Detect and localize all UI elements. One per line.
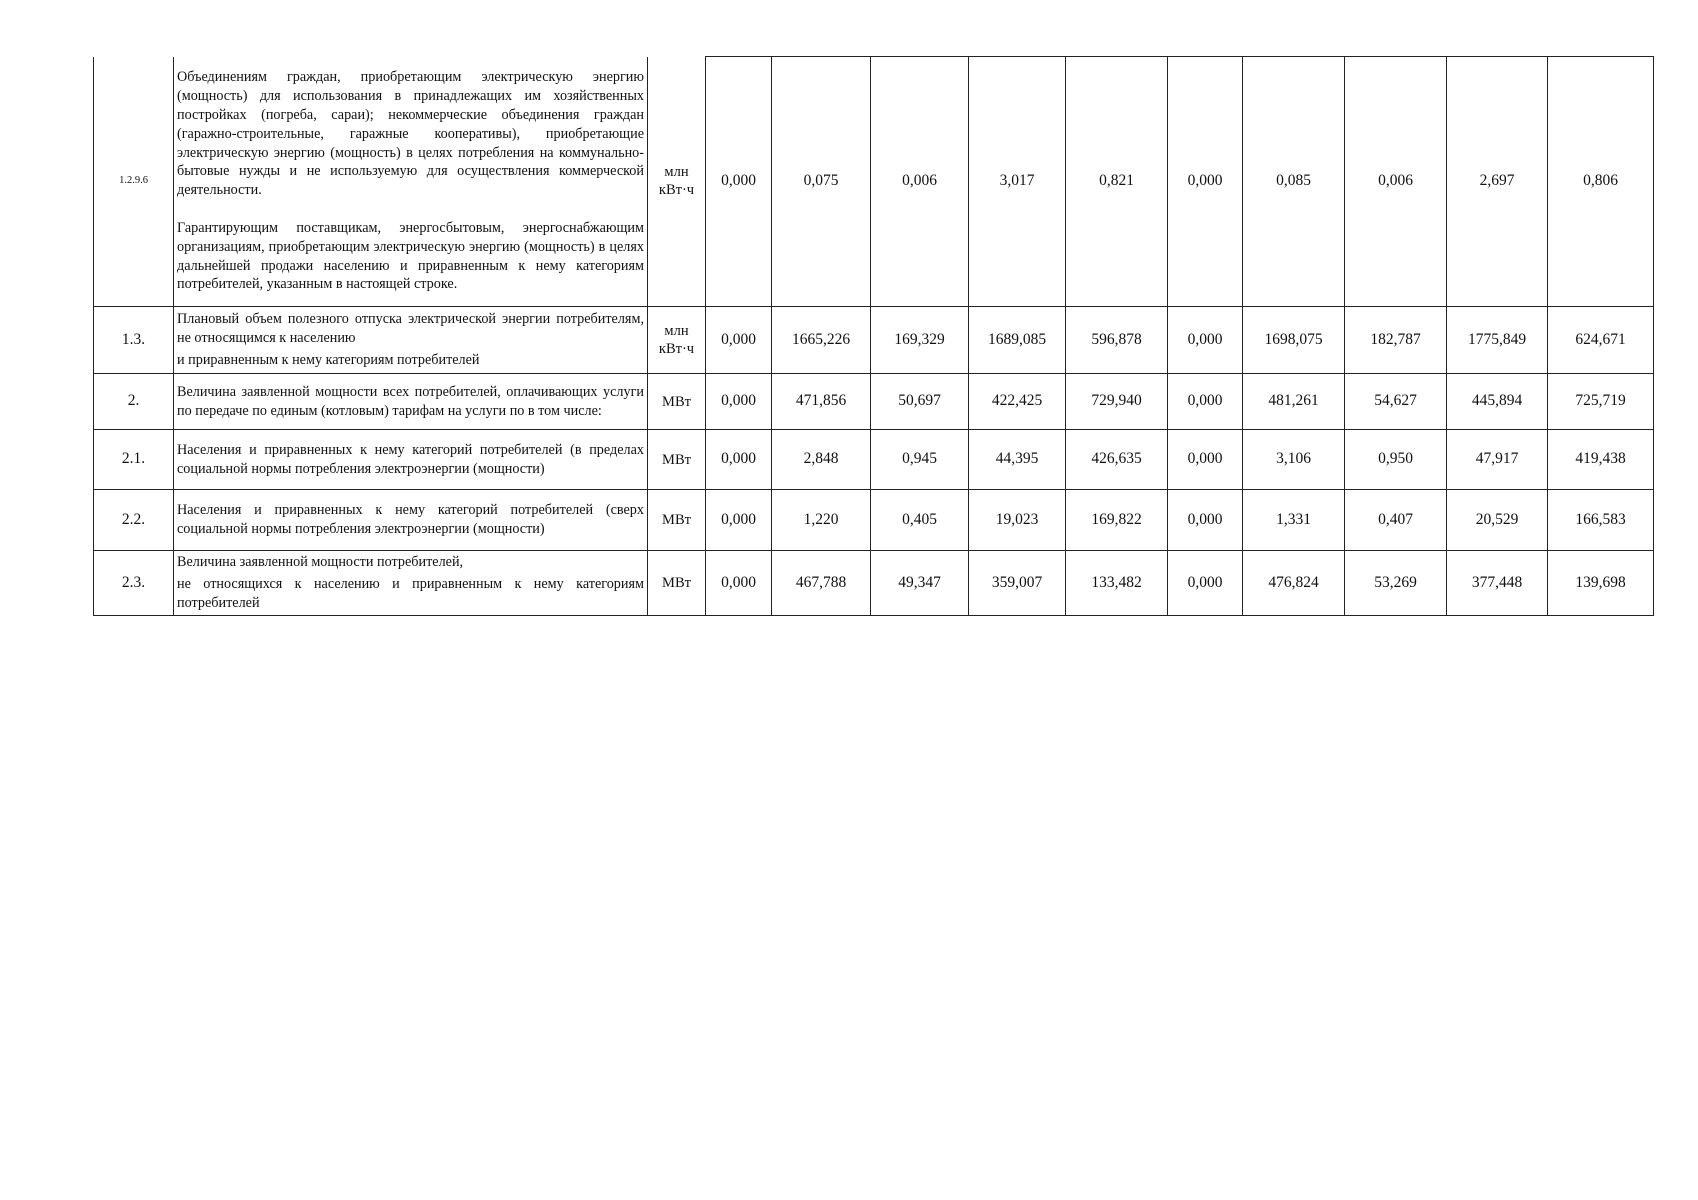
- value-cell: 50,697: [871, 374, 969, 430]
- value-cell: 0,806: [1548, 57, 1654, 307]
- value-cell: 596,878: [1066, 307, 1168, 374]
- value-cell: 47,917: [1447, 430, 1548, 490]
- table-row: [94, 57, 1654, 307]
- value-cell: 1775,849: [1447, 307, 1548, 374]
- value-cell: 0,000: [1168, 551, 1243, 616]
- value-cell: 445,894: [1447, 374, 1548, 430]
- value-cell: 0,945: [871, 430, 969, 490]
- value-cell: 169,329: [871, 307, 969, 374]
- value-cell: 1,220: [772, 490, 871, 551]
- row-unit: МВт: [648, 490, 706, 551]
- value-cell: 133,482: [1066, 551, 1168, 616]
- value-cell: 0,075: [772, 57, 871, 307]
- value-cell: 19,023: [969, 490, 1066, 551]
- value-cell: 0,000: [1168, 490, 1243, 551]
- row-unit: МВт: [648, 430, 706, 490]
- row-code: 1.3.: [94, 307, 174, 374]
- table-row: [94, 430, 1654, 490]
- value-cell: 0,950: [1345, 430, 1447, 490]
- value-cell: 0,000: [706, 374, 772, 430]
- value-cell: 426,635: [1066, 430, 1168, 490]
- row-description: [174, 551, 648, 616]
- row-description-text: и приравненным к нему категориям потребителей: [177, 352, 480, 369]
- value-cell: 359,007: [969, 551, 1066, 616]
- value-cell: 476,824: [1243, 551, 1345, 616]
- value-cell: 1,331: [1243, 490, 1345, 551]
- value-cell: 422,425: [969, 374, 1066, 430]
- row-description: Величина заявленной мощности всех потребителей, оплачивающих услуги по передаче по единым (котловым) тарифам на услуги по в том числе:: [174, 374, 648, 430]
- value-cell: 1665,226: [772, 307, 871, 374]
- value-cell: 0,000: [706, 57, 772, 307]
- value-cell: 0,000: [706, 307, 772, 374]
- table-row: [94, 490, 1654, 551]
- value-cell: 3,017: [969, 57, 1066, 307]
- value-cell: 2,848: [772, 430, 871, 490]
- row-unit: МВт: [648, 551, 706, 616]
- row-description: Населения и приравненных к нему категорий потребителей (в пределах социальной нормы потребления электроэнергии (мощности): [174, 430, 648, 490]
- row-code: 2.2.: [94, 490, 174, 551]
- value-cell: 725,719: [1548, 374, 1654, 430]
- value-cell: 0,000: [706, 430, 772, 490]
- table-row: [94, 307, 1654, 374]
- value-cell: 624,671: [1548, 307, 1654, 374]
- row-code: 2.: [94, 374, 174, 430]
- row-code: 2.1.: [94, 430, 174, 490]
- row-description: Населения и приравненных к нему категорий потребителей (сверх социальной нормы потребления электроэнергии (мощности): [174, 490, 648, 551]
- value-cell: 0,000: [1168, 430, 1243, 490]
- row-description: [174, 57, 648, 307]
- row-code: 2.3.: [94, 551, 174, 616]
- row-description-text: Величина заявленной мощности потребителей,: [177, 554, 464, 571]
- value-cell: 0,000: [1168, 374, 1243, 430]
- tariff-data-table: [93, 56, 1654, 616]
- value-cell: 53,269: [1345, 551, 1447, 616]
- value-cell: 0,000: [1168, 57, 1243, 307]
- value-cell: 0,006: [1345, 57, 1447, 307]
- value-cell: 44,395: [969, 430, 1066, 490]
- value-cell: 0,006: [871, 57, 969, 307]
- row-code: 1.2.9.6: [94, 57, 174, 307]
- value-cell: 49,347: [871, 551, 969, 616]
- value-cell: 2,697: [1447, 57, 1548, 307]
- value-cell: 0,000: [706, 551, 772, 616]
- row-description-text: Гарантирующим поставщикам, энергосбытовым, энергоснабжающим организациям, приобретающим электрическую энергию (мощность) в целях дальнейшей продажи населению и приравненным к нему категориям потребителей, указанным в настоящей строке.: [177, 219, 644, 293]
- value-cell: 3,106: [1243, 430, 1345, 490]
- row-description-text: не относящихся к населению и приравненным к нему категориям потребителей: [177, 576, 644, 611]
- value-cell: 0,085: [1243, 57, 1345, 307]
- value-cell: 0,821: [1066, 57, 1168, 307]
- value-cell: 729,940: [1066, 374, 1168, 430]
- row-unit: млн кВт·ч: [648, 57, 706, 307]
- value-cell: 481,261: [1243, 374, 1345, 430]
- value-cell: 169,822: [1066, 490, 1168, 551]
- value-cell: 1689,085: [969, 307, 1066, 374]
- row-unit: млн кВт·ч: [648, 307, 706, 374]
- value-cell: 467,788: [772, 551, 871, 616]
- row-description-text: Объединениям граждан, приобретающим электрическую энергию (мощность) для использования в принадлежащих им хозяйственных постройках (погреба, сараи); некоммерческие объединения граждан (гаражно-строительные, гаражные кооперативы), приобретающие электрическую энергию (мощность) в целях потребления на коммунально-бытовые нужды и не используемую для осуществления коммерческой деятельности.: [177, 69, 644, 199]
- value-cell: 182,787: [1345, 307, 1447, 374]
- value-cell: 166,583: [1548, 490, 1654, 551]
- value-cell: 0,407: [1345, 490, 1447, 551]
- value-cell: 419,438: [1548, 430, 1654, 490]
- value-cell: 1698,075: [1243, 307, 1345, 374]
- value-cell: 0,000: [1168, 307, 1243, 374]
- value-cell: 0,000: [706, 490, 772, 551]
- value-cell: 139,698: [1548, 551, 1654, 616]
- value-cell: 471,856: [772, 374, 871, 430]
- row-description-text: Плановый объем полезного отпуска электрической энергии потребителям, не относящимся к населению: [177, 310, 644, 346]
- value-cell: 20,529: [1447, 490, 1548, 551]
- value-cell: 0,405: [871, 490, 969, 551]
- table-row: [94, 551, 1654, 616]
- table-row: [94, 374, 1654, 430]
- row-description: [174, 307, 648, 374]
- row-unit: МВт: [648, 374, 706, 430]
- value-cell: 54,627: [1345, 374, 1447, 430]
- value-cell: 377,448: [1447, 551, 1548, 616]
